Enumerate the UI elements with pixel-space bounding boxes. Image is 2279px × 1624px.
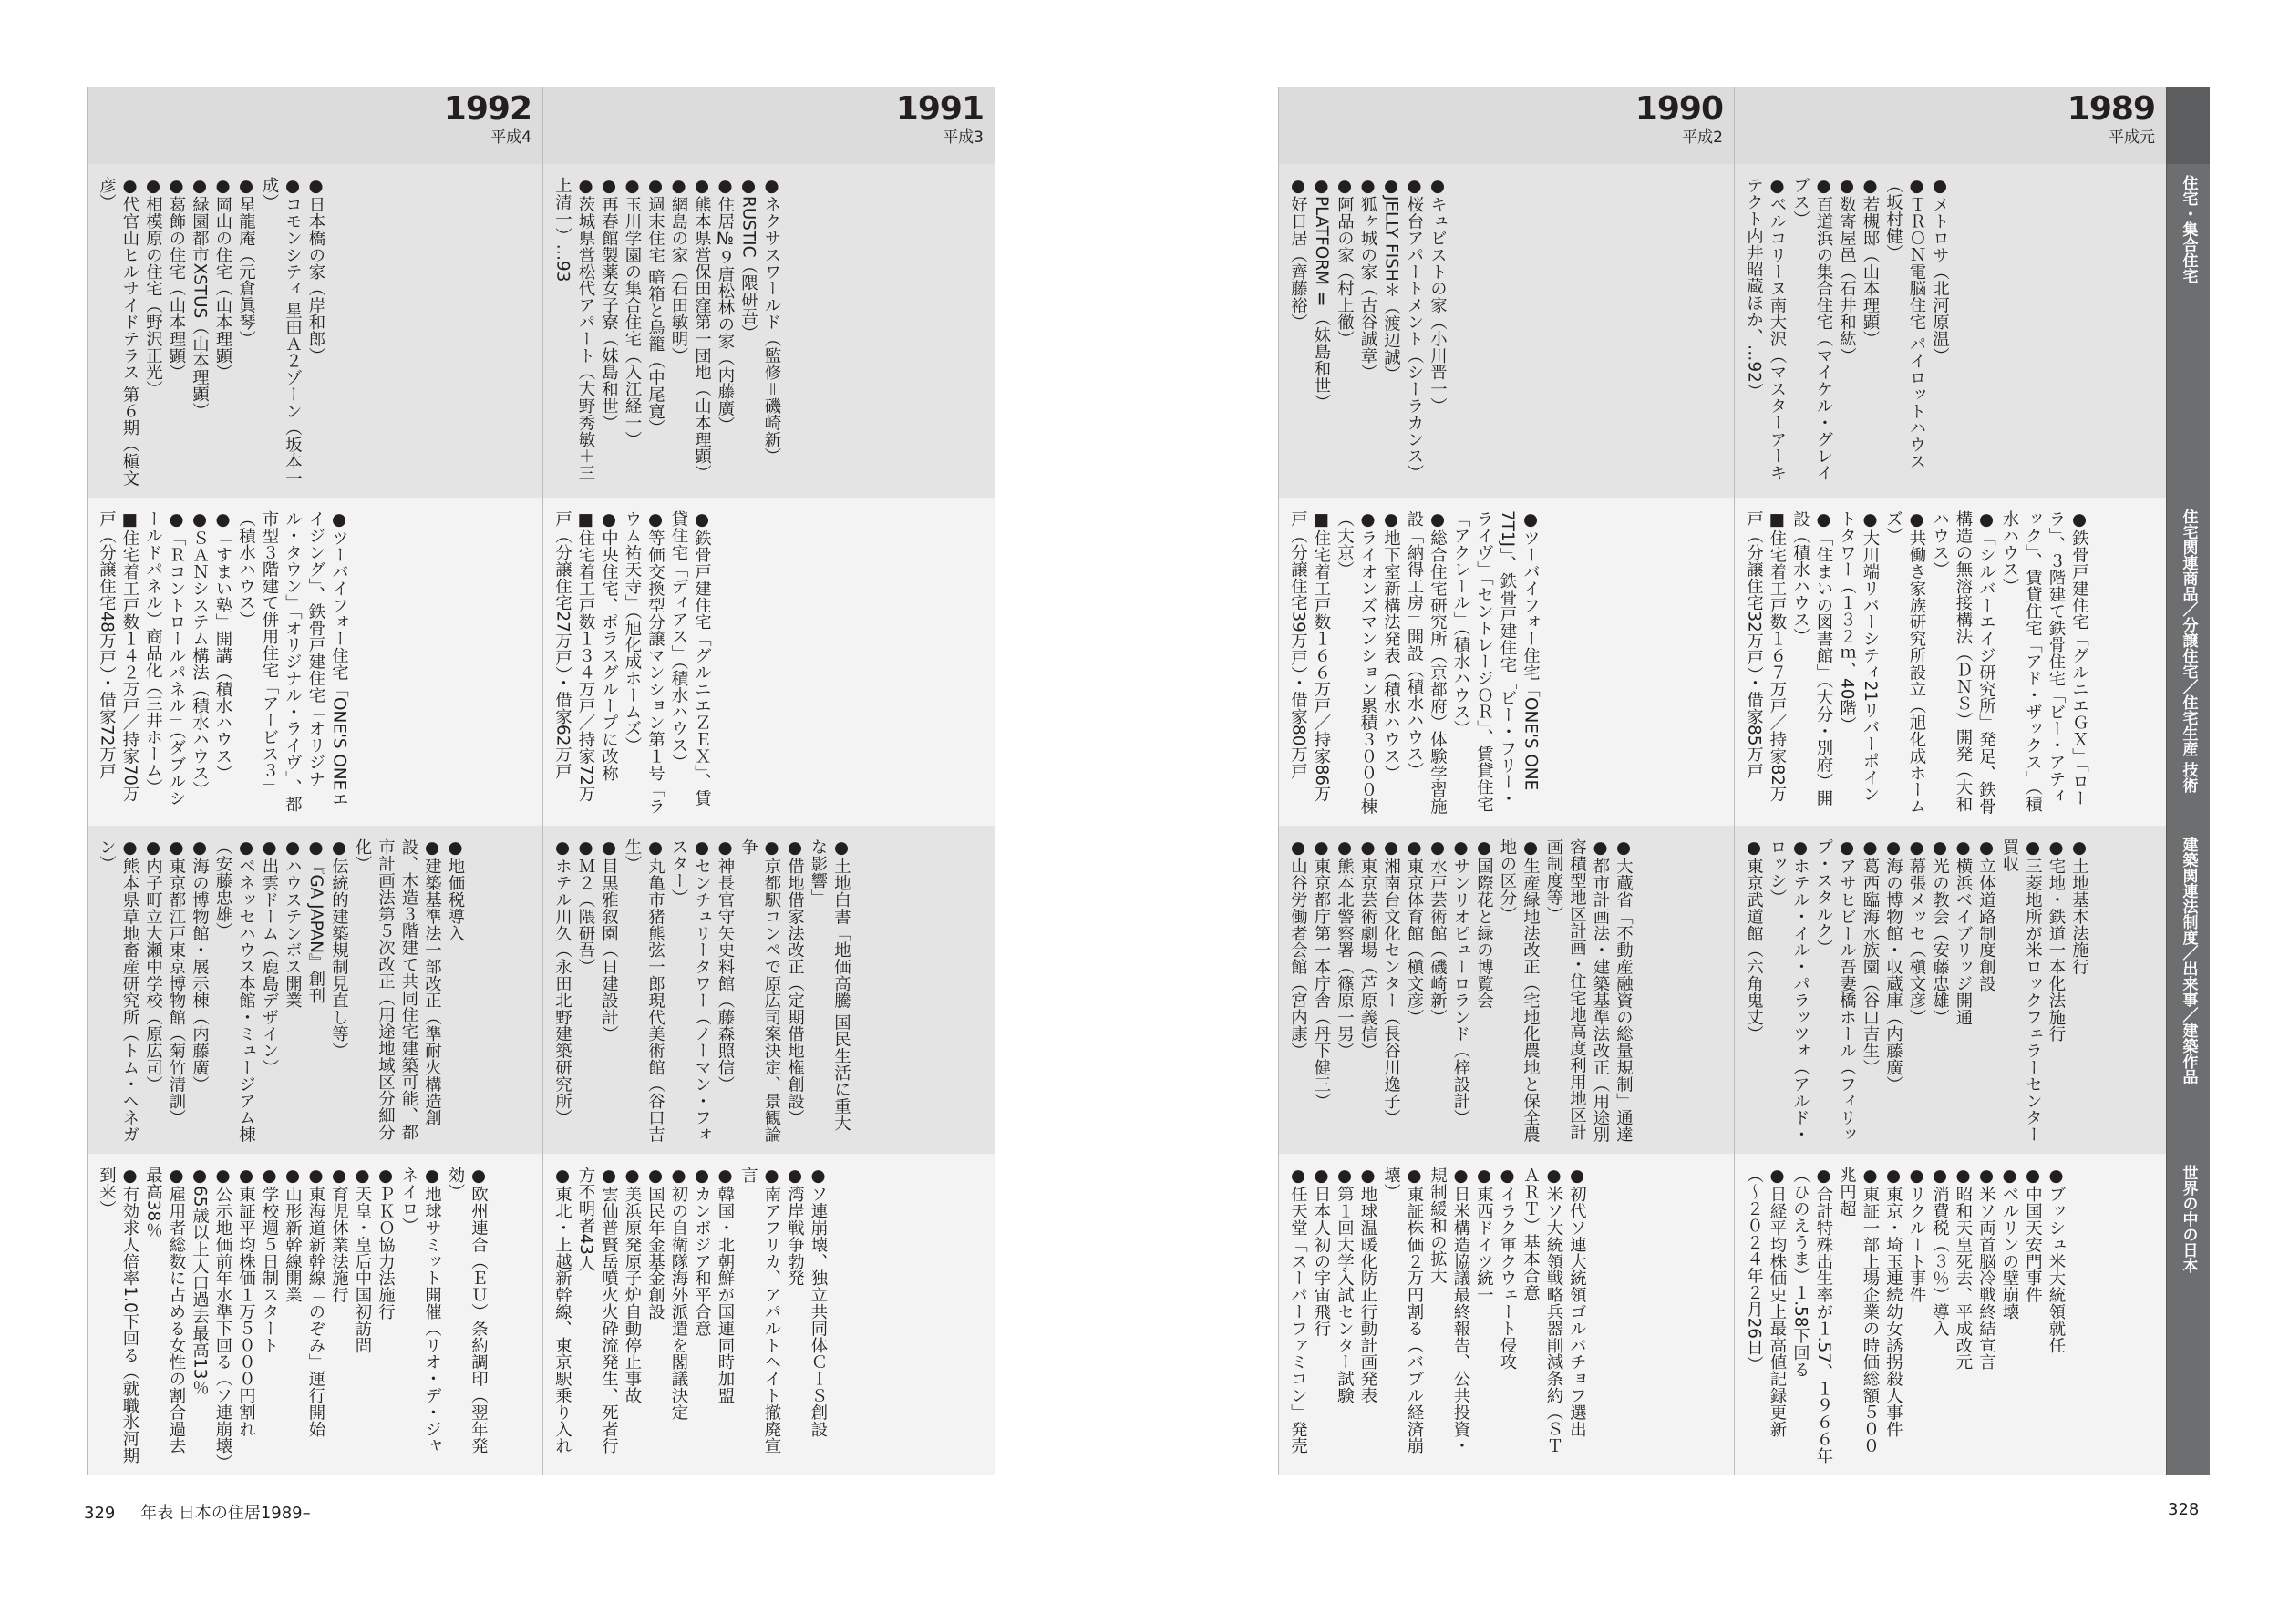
- timeline-entry: ●ホテル・イル・パラッツォ（アルド・ロッシ）: [1768, 838, 1810, 1143]
- timeline-entry: ●再春館製薬女子寮（妹島和世）: [599, 177, 619, 431]
- timeline-entry: ●初の自衛隊海外派遣を閣議決定: [669, 1167, 688, 1421]
- timeline-entry: ●東証株価２万円割る（バブル経済崩壊）: [1381, 1167, 1424, 1454]
- timeline-entry: ●「シルバーエイジ研究所」発足、鉄骨構造の無溶接構法（ＤＮＳ）開発（大和ハウス）: [1930, 510, 1996, 815]
- timeline-entry: ●アサヒビール吾妻橋ホール（フィリップ・スタルク）: [1814, 838, 1857, 1143]
- timeline-entry: ●地球温暖化防止行動計画発表: [1358, 1167, 1377, 1404]
- cell-1990-world: [1278, 1154, 1734, 1475]
- timeline-entry: ●幕張メッセ（槇文彦）: [1907, 838, 1926, 1025]
- timeline-entry: ●目黒雅叙園（日建設計）: [599, 838, 619, 1043]
- timeline-entry: ●JELLY FISH＊（渡辺誠）: [1381, 177, 1401, 383]
- timeline-entry: ●若槻邸（山本理顕）: [1861, 177, 1880, 347]
- timeline-entry: ●ブッシュ米大統領就任: [2047, 1167, 2066, 1353]
- timeline-entry: ●湾岸戦争勃発: [785, 1167, 805, 1287]
- timeline-entry: ●東京都庁第一本庁舎（丹下健三）: [1312, 838, 1331, 1109]
- timeline-entry: ●ＰＫＯ協力法施行: [376, 1167, 396, 1321]
- entry-list: [1286, 177, 1449, 490]
- cell-1991-world: [542, 1154, 995, 1475]
- timeline-entry: ●東北・上越新幹線、東京駅乗り入れ: [552, 1167, 572, 1454]
- timeline-entry: ●ＴＲＯＮ電脳住宅 パイロットハウス（坂村健）: [1883, 177, 1926, 470]
- timeline-entry: ●土地白書「地価高騰 国民生活に重大な影響」: [809, 838, 851, 1132]
- entry-list: [95, 510, 351, 818]
- timeline-entry: ●Ｍ２（隈研吾）: [576, 838, 595, 975]
- timeline-entry: ●横浜ベイブリッジ開通: [1954, 838, 1973, 1025]
- timeline-entry: ●中国天安門事件: [2023, 1167, 2043, 1303]
- timeline-entry: ●星龍庵（元倉眞琴）: [236, 177, 256, 347]
- timeline-entry: ●京都駅コンペで原広司案決定、景観論争: [738, 838, 781, 1143]
- timeline-entry: ●米ソ両首脳冷戦終結宣言: [1976, 1167, 1996, 1371]
- timeline-entry: ●好日居（齊藤裕）: [1288, 177, 1308, 331]
- timeline-entry: ●センチュリータワー（ノーマン・フォスター）: [669, 838, 712, 1143]
- timeline-entry: ●東証平均株価１万５０００円割れ: [236, 1167, 256, 1437]
- timeline-entry: ●熊本県営保田窪第一団地（山本理顕）: [692, 177, 712, 481]
- timeline-entry: ●カンボジア和平合意: [692, 1167, 712, 1337]
- timeline-entry: ●国民年金基金創設: [645, 1167, 665, 1321]
- timeline-entry: ●国際花と緑の博覧会: [1474, 838, 1494, 1009]
- timeline-entry: ●欧州連合（ＥＵ）条約調印（翌年発効）: [446, 1167, 489, 1454]
- timeline-entry: ●コモンシティ 星田Ａ２ゾーン（坂本一成）: [260, 177, 303, 487]
- left-page-table: [87, 87, 995, 1475]
- timeline-entry: ●鉄骨戸建住宅「グルニエＧＸ」「ローラ」、３階建て鉄骨住宅「ビー・アティック」、賃貸住宅「アド・ザックス」（積水ハウス）: [2000, 510, 2089, 813]
- timeline-entry: ■住宅着工戸数１６６万戸／持家86万戸（分譲住宅39万戸）・借家80万戸: [1288, 510, 1331, 803]
- timeline-entry: ●地球サミット開催（リオ・デ・ジャネイロ）: [399, 1167, 442, 1454]
- timeline-entry: ●緑園都市ΧSTUS（山本理顕）: [190, 177, 210, 419]
- timeline-entry: ●ベルリンの壁崩壊: [2000, 1167, 2019, 1321]
- timeline-entry: ●土地基本法施行: [2069, 838, 2089, 975]
- category-label: 住宅・集合住宅: [2179, 175, 2198, 283]
- year-number: 1992: [443, 90, 531, 128]
- cell-1990-law: [1278, 826, 1734, 1154]
- entry-list: [1742, 177, 1952, 490]
- timeline-entry: ●「すまい塾」開講（積水ハウス）: [213, 510, 232, 781]
- timeline-entry: ●網島の家（石田敏明）: [669, 177, 688, 364]
- entry-list: [551, 1167, 830, 1467]
- timeline-entry: ●ツーバイフォー住宅「ONE'S ONE 7T1J」、鉄骨戸建住宅「ビー・フリー・ライヴ」「セントレージＯＲ」、賃貸住宅「アクレール」（積水ハウス）: [1451, 510, 1541, 813]
- cell-1990-housing: [1278, 164, 1734, 498]
- timeline-entry: ●ツーバイフォー住宅「ONE'S ONEエイジング」、鉄骨戸建住宅「オリジナル・タウン」「オリジナル・ライヴ」、都市型３階建て併用住宅「アービス３」（積水ハウス）: [236, 510, 349, 813]
- timeline-entry: ●雲仙普賢岳噴火火砕流発生、死者行方不明者43人: [576, 1167, 619, 1454]
- year-header-1989: [1734, 87, 2166, 164]
- timeline-entry: ●岡山の住宅（山本理顕）: [213, 177, 232, 381]
- timeline-entry: ●相模原の住宅（野沢正光）: [143, 177, 163, 397]
- cell-1992-law: [87, 826, 542, 1154]
- right-page-table: [1278, 87, 2210, 1475]
- year-header-1992: [87, 87, 542, 164]
- timeline-entry: ●南アフリカ、アパルトヘイト撤廃宣言: [738, 1167, 781, 1454]
- timeline-entry: ■住宅着工戸数１３４万戸／持家72万戸（分譲住宅27万戸）・借家62万戸: [552, 510, 595, 803]
- cell-1990-products: [1278, 498, 1734, 826]
- timeline-entry: ●神長官守矢史料館（藤森照信）: [716, 838, 735, 1093]
- cell-1989-law: [1734, 826, 2166, 1154]
- timeline-entry: ●葛飾の住宅（山本理顕）: [167, 177, 186, 381]
- timeline-entry: ●東京都江戸東京博物館（菊竹清訓）: [167, 838, 186, 1126]
- timeline-entry: ●鉄骨戸建住宅「グルニエＺＥＸ」、賃貸住宅「ディアス」（積水ハウス）: [669, 510, 712, 807]
- timeline-entry: ●東京武道館（六角鬼丈）: [1744, 838, 1764, 1043]
- timeline-entry: ●有効求人倍率1.0下回る（就職氷河期到来）: [97, 1167, 139, 1465]
- timeline-entry: ●学校週５日制スタート: [260, 1167, 279, 1353]
- entry-list: [1742, 510, 2091, 818]
- cell-1992-world: [87, 1154, 542, 1475]
- entry-list: [551, 177, 783, 490]
- page-number-right: 328: [2168, 1500, 2200, 1519]
- timeline-entry: ●美浜原発原子炉自動停止事故: [623, 1167, 642, 1404]
- category-label: 住宅関連商品／分譲住宅／住宅生産 技術: [2179, 509, 2198, 793]
- timeline-entry: ●雇用者総数に占める女性の割合過去最高38％: [143, 1167, 186, 1454]
- timeline-entry: ●湘南台文化センター（長谷川逸子）: [1381, 838, 1401, 1126]
- timeline-entry: ●サンリオピューロランド（梓設計）: [1451, 838, 1470, 1126]
- timeline-entry: ●初代ソ連大統領ゴルバチョフ選出: [1567, 1167, 1587, 1437]
- timeline-entry: ●韓国・北朝鮮が国連同時加盟: [716, 1167, 735, 1404]
- timeline-entry: ●立体道路制度創設: [1976, 838, 1996, 992]
- timeline-entry: ●イラク軍クウェート侵攻: [1498, 1167, 1517, 1371]
- timeline-entry: ●共働き家族研究所設立（旭化成ホームズ）: [1883, 510, 1926, 815]
- timeline-entry: ●玉川学園の集合住宅（入江経一）: [623, 177, 642, 447]
- entry-list: [1286, 510, 1542, 818]
- era-name: 平成4: [490, 128, 531, 147]
- timeline-entry: ●桜台アパートメント（シーラカンス）: [1405, 177, 1424, 481]
- timeline-entry: ●東京芸術劇場（芦原義信）: [1358, 838, 1377, 1059]
- timeline-entry: ●等価交換型分譲マンション第１号「ラウム祐天寺」（旭化成ホームズ）: [623, 510, 665, 815]
- timeline-entry: ●地下室新構法発表（積水ハウス）: [1381, 510, 1401, 781]
- timeline-entry: ●メトロサ（北河原温）: [1930, 177, 1950, 364]
- timeline-entry: ●昭和天皇死去、平成改元: [1954, 1167, 1973, 1371]
- timeline-entry: ●東京・埼玉連続幼女誘拐殺人事件: [1883, 1167, 1903, 1437]
- timeline-entry: ●公示地価前年水準下回る（ソ連崩壊）: [213, 1167, 232, 1471]
- timeline-entry: ●海の博物館・収蔵庫（内藤廣）: [1883, 838, 1903, 1093]
- entry-list: [1286, 1167, 1589, 1467]
- timeline-entry: ■住宅着工戸数１６７万戸／持家82万戸（分譲住宅32万戸）・借家85万戸: [1744, 510, 1787, 803]
- timeline-entry: ●地価税導入: [446, 838, 465, 941]
- timeline-entry: ●山形新幹線開業: [283, 1167, 303, 1303]
- timeline-entry: ●出雲ドーム（鹿島デザイン）: [260, 838, 279, 1076]
- entry-list: [95, 1167, 490, 1471]
- year-number: 1990: [1634, 90, 1723, 128]
- timeline-entry: ●消費税（３％）導入: [1930, 1167, 1950, 1337]
- timeline-entry: ●茨城県営松代アパート（大野秀敏＋三上清一）…93: [552, 177, 595, 481]
- timeline-entry: ●葛西臨海水族園（谷口吉生）: [1861, 838, 1880, 1076]
- timeline-entry: ●日本橋の家（岸和郎）: [306, 177, 325, 364]
- timeline-entry: ●東京体育館（槇文彦）: [1405, 838, 1424, 1025]
- timeline-entry: ●借地借家法改正（定期借地権創設）: [785, 838, 805, 1126]
- cell-1989-housing: [1734, 164, 2166, 498]
- timeline-entry: ●日本人初の宇宙飛行: [1312, 1167, 1331, 1337]
- year-header-1990: [1278, 87, 1734, 164]
- timeline-entry: ●「住まいの図書館」（大分・別府）開設（積水ハウス）: [1790, 510, 1833, 807]
- timeline-entry: ●RUSTIC（隈研吾）: [738, 177, 758, 342]
- timeline-entry: ●「Ｒコントロールパネル」（ダブルシールドパネル）商品化（三井ホーム）: [143, 510, 186, 807]
- timeline-entry: ●週末住宅 暗箱と鳥籠（中尾寛）: [645, 177, 665, 437]
- footer-right: [2168, 1500, 2199, 1519]
- timeline-entry: ●代官山ヒルサイドテラス 第６期（槇文彦）: [97, 177, 139, 487]
- era-name: 平成3: [943, 128, 984, 147]
- era-name: 平成2: [1682, 128, 1723, 147]
- category-header-corner: [2166, 87, 2210, 164]
- timeline-entry: ●東海道新幹線「のぞみ」運行開始: [306, 1167, 325, 1437]
- timeline-entry: ●阿品の家（村上徹）: [1335, 177, 1355, 347]
- timeline-entry: ●数寄屋邑（石井和紘）: [1837, 177, 1857, 364]
- timeline-entry: ●建築基準法一部改正（準耐火構造創設、木造３階建て共同住宅建築可能、都市計画法第５次改正（用途地域区分細分化）: [353, 838, 442, 1141]
- timeline-entry: ●ライオンズマンション累積３０００棟（大京）: [1335, 510, 1377, 815]
- timeline-entry: ●都市計画法・建築基準法改正（用途別容積型地区計画・住宅地高度利用地区計画制度等）: [1544, 838, 1610, 1143]
- entry-list: [1286, 838, 1635, 1146]
- timeline-entry: ●大蔵省「不動産融資の総量規制」通達: [1614, 838, 1634, 1143]
- timeline-entry: ●米ソ大統領戦略兵器削減条約（ＳＴＡＲＴ）基本合意: [1521, 1167, 1563, 1454]
- timeline-entry: ●光の教会（安藤忠雄）: [1930, 838, 1950, 1025]
- timeline-entry: ●第１回大学入試センター試験: [1335, 1167, 1355, 1404]
- timeline-entry: ●リクルート事件: [1907, 1167, 1926, 1303]
- category-housing: [2166, 164, 2210, 498]
- entry-list: [1742, 1167, 2068, 1467]
- cell-1989-products: [1734, 498, 2166, 826]
- cell-1992-products: [87, 498, 542, 826]
- running-title: 年表 日本の住居1989–: [140, 1504, 311, 1523]
- year-header-1991: [542, 87, 995, 164]
- timeline-entry: ●日米構造協議最終報告、公共投資・規制緩和の拡大: [1428, 1167, 1470, 1454]
- cell-1991-products: [542, 498, 995, 826]
- timeline-entry: ●PLATFORM Ⅱ（妹島和世）: [1312, 177, 1331, 411]
- timeline-entry: ●中央住宅、ポラスグループに改称: [599, 510, 619, 781]
- entry-list: [551, 510, 714, 818]
- cell-1992-housing: [87, 164, 542, 498]
- timeline-entry: ●山谷労働者会館（宮内康）: [1288, 838, 1308, 1059]
- timeline-entry: ●総合住宅研究所（京都府）体験学習施設「納得工房」開設（積水ハウス）: [1405, 510, 1448, 815]
- entry-list: [95, 177, 327, 490]
- category-label: 建築関連法制度／出来事／建築作品: [2179, 837, 2198, 1084]
- cell-1989-world: [1734, 1154, 2166, 1475]
- category-world: [2166, 1154, 2210, 1475]
- timeline-entry: ●伝統的建築規制見直し等）: [329, 838, 349, 1059]
- timeline-entry: ●熊本県草地畜産研究所（トム・ヘネガン）: [97, 838, 139, 1143]
- timeline-entry: ●狐ヶ城の家（古谷誠章）: [1358, 177, 1377, 381]
- page-number-left: 329: [84, 1504, 116, 1523]
- category-products: [2166, 498, 2210, 826]
- timeline-entry: ■住宅着工戸数１４２万戸／持家70万戸（分譲住宅48万戸）・借家72万戸: [97, 510, 139, 803]
- cell-1991-law: [542, 826, 995, 1154]
- timeline-entry: ●丸亀市猪熊弦一郎現代美術館（谷口吉生）: [623, 838, 665, 1143]
- footer-left: [84, 1500, 311, 1524]
- cell-1991-housing: [542, 164, 995, 498]
- timeline-entry: ●育児休業法施行: [329, 1167, 349, 1303]
- timeline-entry: ●『GA JAPAN』創刊: [306, 838, 325, 1004]
- timeline-entry: ●ベルコリーヌ南大沢（マスターアーキテクト内井昭蔵ほか、…92）: [1744, 177, 1787, 481]
- entry-list: [551, 838, 853, 1146]
- timeline-entry: ●東西ドイツ統一: [1474, 1167, 1494, 1303]
- category-law: [2166, 826, 2210, 1154]
- era-name: 平成元: [2109, 128, 2155, 147]
- timeline-entry: ●任天堂「スーパーファミコン」発売: [1288, 1167, 1308, 1454]
- timeline-entry: ●65歳以上人口過去最高13％: [190, 1167, 210, 1396]
- timeline-entry: ●生産緑地法改正（宅地化農地と保全農地の区分）: [1498, 838, 1541, 1143]
- timeline-entry: ●ソ連崩壊、独立共同体ＣＩＳ創設: [809, 1167, 828, 1437]
- timeline-entry: ●大川端リバーシティ21リバーポイントタワー（１３２ｍ、40階）: [1837, 510, 1880, 803]
- entry-list: [1742, 838, 2091, 1146]
- timeline-entry: ●ＳＡＮシステム構法（積水ハウス）: [190, 510, 210, 798]
- category-label: 世界の中の日本: [2179, 1165, 2198, 1273]
- timeline-entry: ●百道浜の集合住宅（マイケル・グレイブス）: [1790, 177, 1833, 481]
- timeline-entry: ●海の博物館・展示棟（内藤廣）: [190, 838, 210, 1093]
- timeline-entry: ●内子町立大瀬中学校（原広司）: [143, 838, 163, 1093]
- timeline-entry: ●東証一部上場企業の時価総額５００兆円超: [1837, 1167, 1880, 1454]
- timeline-entry: ●日経平均株価史上最高値記録更新（～２０２４年２月26日）: [1744, 1167, 1787, 1437]
- timeline-entry: ●ネクサスワールド（監修＝磯崎新）: [762, 177, 781, 465]
- timeline-entry: ●合計特殊出生率が１.57、１９６６年（ひのえうま）１.58下回る: [1790, 1167, 1833, 1465]
- timeline-entry: ●キュビストの家（小川晋一）: [1428, 177, 1448, 415]
- timeline-entry: ●天皇・皇后中国初訪問: [353, 1167, 372, 1353]
- timeline-entry: ●熊本北警察署（篠原一男）: [1335, 838, 1355, 1059]
- timeline-entry: ●宅地・鉄道一本化法施行: [2047, 838, 2066, 1043]
- timeline-entry: ●ハウステンボス開業: [283, 838, 303, 1009]
- timeline-entry: ●ベネッセハウス本館・ミュージアム棟（安藤忠雄）: [213, 838, 256, 1143]
- entry-list: [95, 838, 467, 1146]
- timeline-entry: ●住居№９唐松林の家（内藤廣）: [716, 177, 735, 434]
- timeline-entry: ●水戸芸術館（磯崎新）: [1428, 838, 1448, 1025]
- year-number: 1991: [895, 90, 984, 128]
- timeline-entry: ●三菱地所が米ロックフェラーセンター買収: [2000, 838, 2043, 1143]
- year-number: 1989: [2067, 90, 2155, 128]
- timeline-entry: ●ホテル川久（永田北野建築研究所）: [552, 838, 572, 1126]
